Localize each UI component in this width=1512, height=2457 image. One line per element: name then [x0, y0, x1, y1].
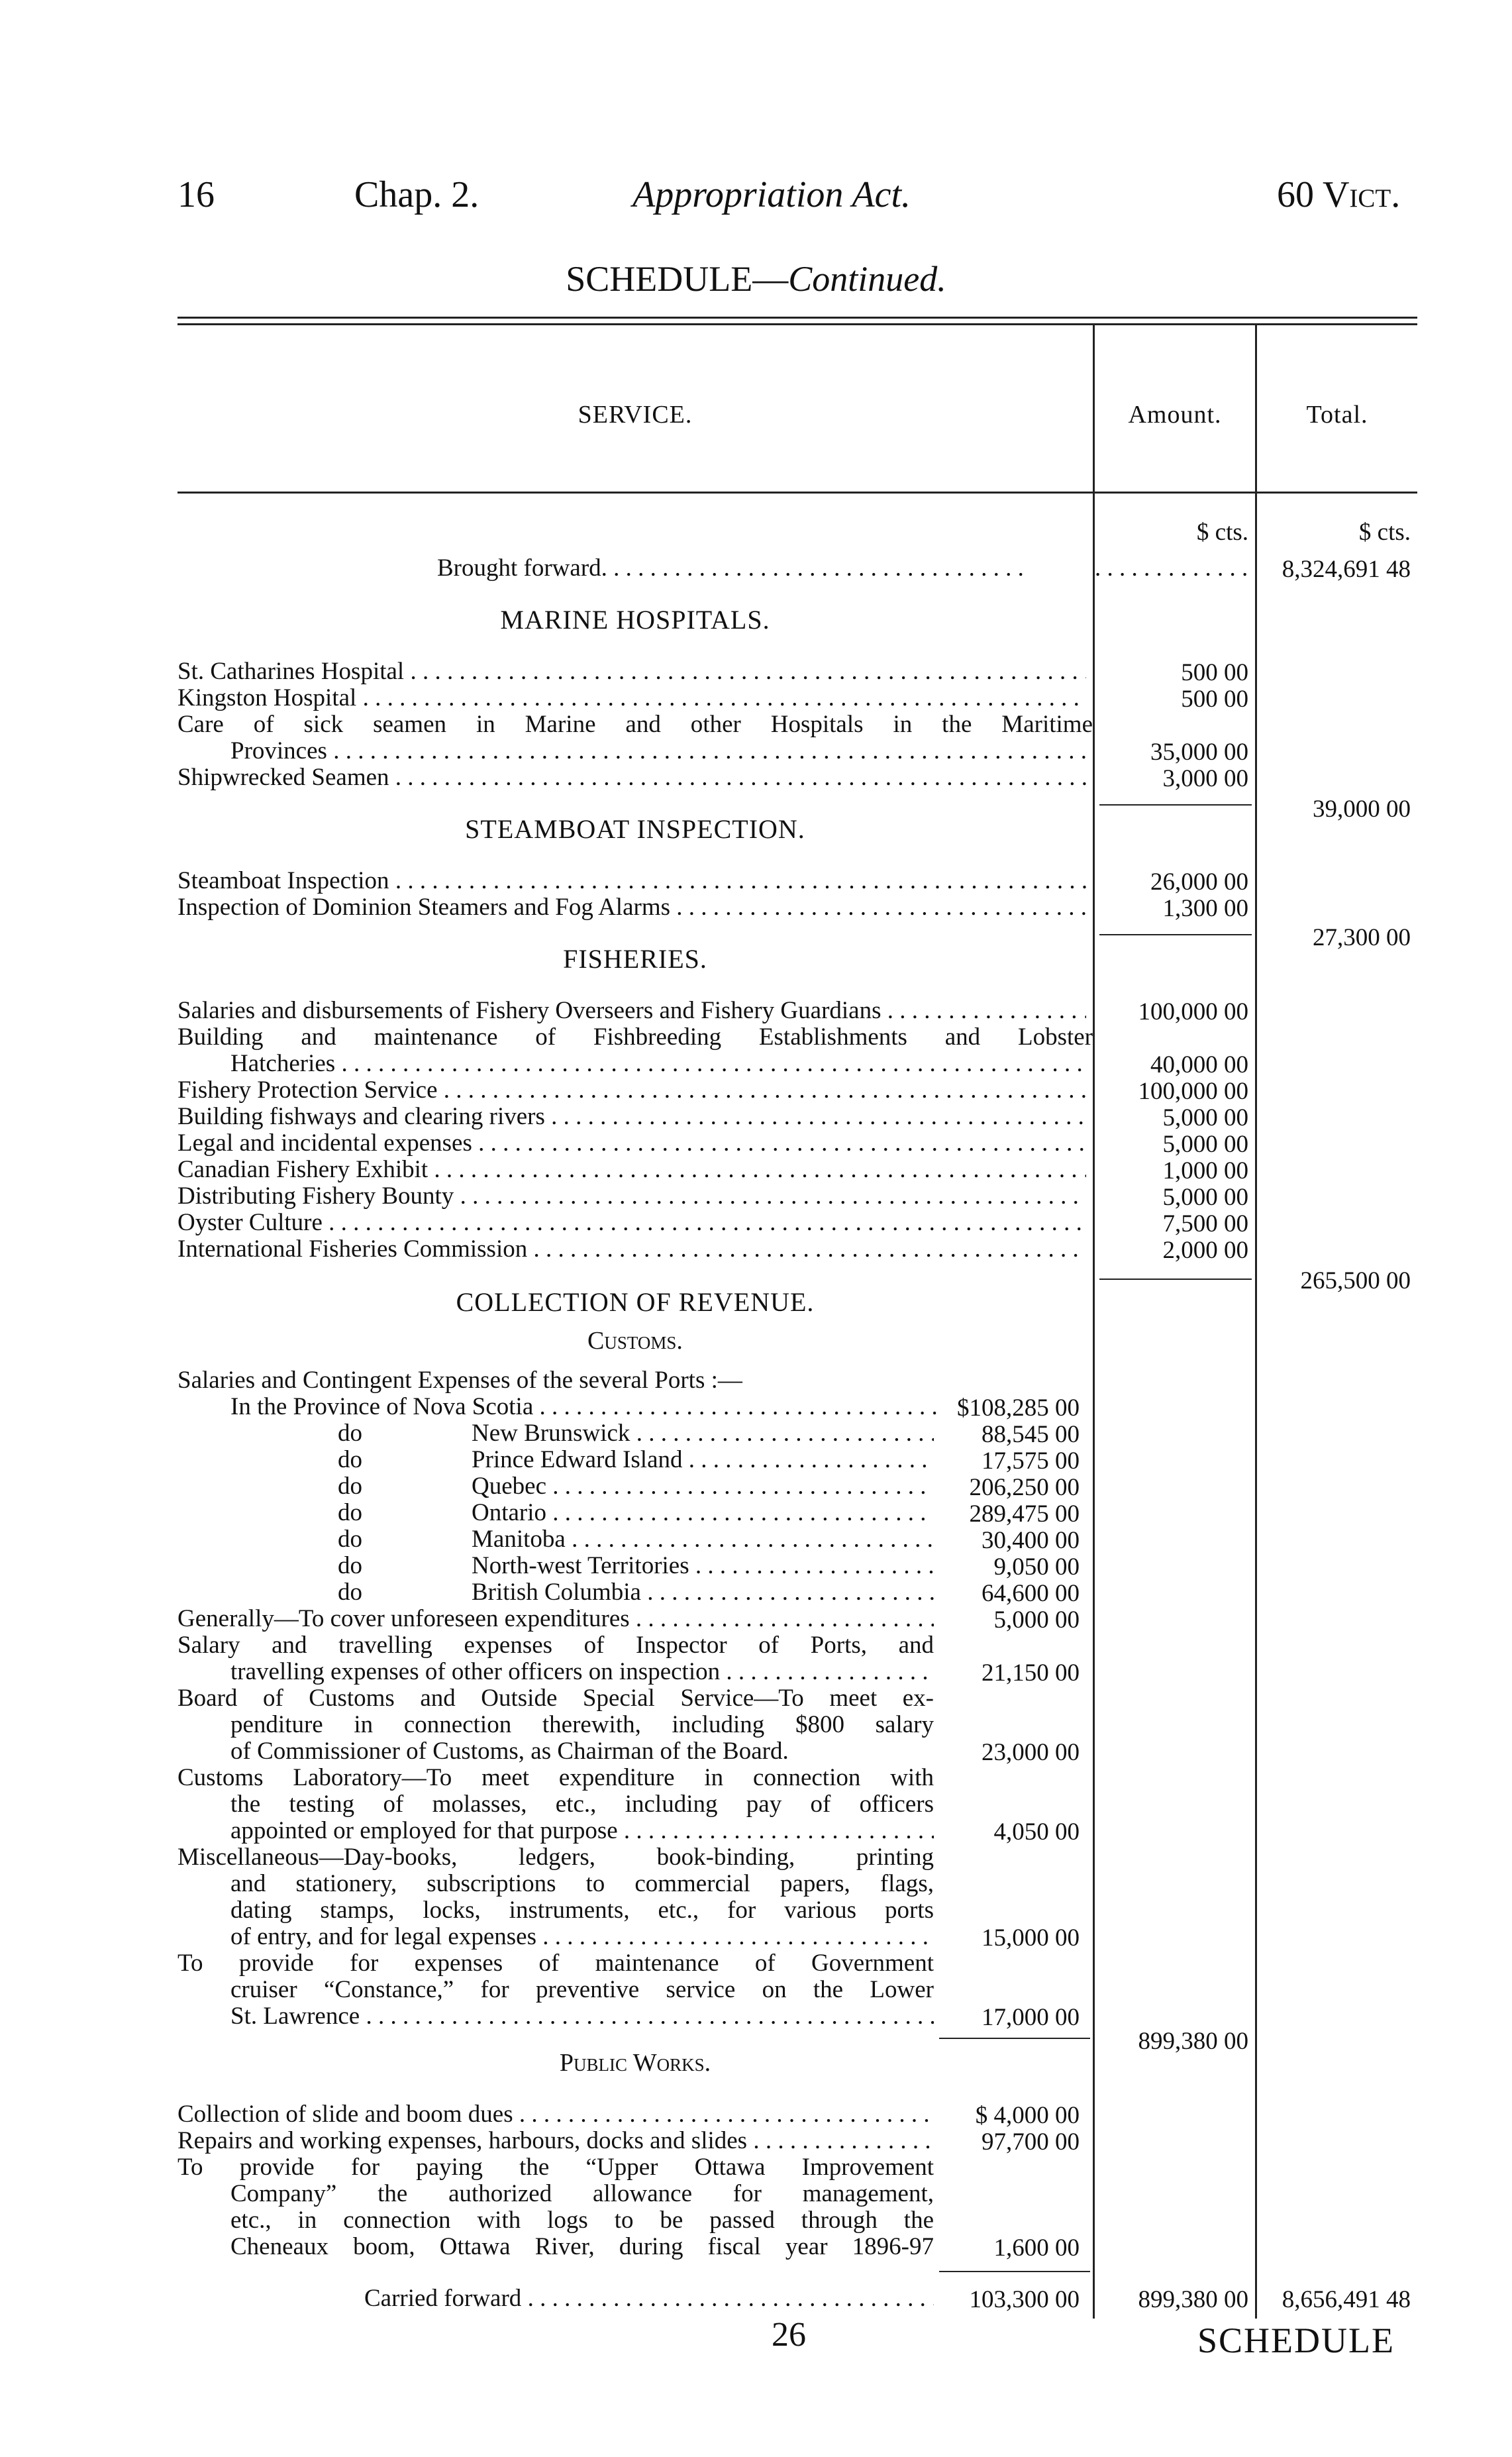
marine-amount: 3,000 00 [1162, 765, 1248, 792]
schedule-title: SCHEDULE—Continued. [566, 259, 946, 299]
fisheries-amount: 5,000 00 [1162, 1131, 1248, 1158]
province-amount: 206,250 00 [969, 1474, 1080, 1501]
steamboat-total: 27,300 00 [1313, 924, 1411, 951]
province-ditto: do [338, 1420, 362, 1447]
carried-forward-amount: 899,380 00 [1138, 2286, 1248, 2313]
fisheries-amount: 7,500 00 [1162, 1210, 1248, 1237]
fisheries-amount: 100,000 00 [1138, 998, 1248, 1025]
amount-unit: $ cts. [1196, 519, 1248, 546]
public-works-line: Repairs and working expenses, harbours, docks and slides . . . [177, 2128, 934, 2154]
customs-para-amount: 17,000 00 [982, 2004, 1080, 2031]
section-heading-marine: MARINE HOSPITALS. [500, 605, 770, 635]
customs-para-amount: 23,000 00 [982, 1739, 1080, 1766]
customs-para-line: travelling expenses of other officers on inspection . . . [230, 1659, 934, 1685]
province-ditto: do [338, 1552, 362, 1579]
column-header-total: Total. [1306, 401, 1368, 429]
customs-para-amount: 15,000 00 [982, 1924, 1080, 1952]
customs-para-line: penditure in connection therewith, including $800 salary [230, 1711, 934, 1738]
marine-item: St. Catharines Hospital . . . [177, 658, 1086, 685]
section-heading-revenue: COLLECTION OF REVENUE. [456, 1287, 815, 1317]
fisheries-amount: 40,000 00 [1150, 1051, 1248, 1078]
brought-forward-label: Brought forward. . . [437, 555, 1089, 582]
fisheries-sum-rule [1099, 1279, 1252, 1280]
customs-para-amount: 21,150 00 [982, 1659, 1080, 1687]
fisheries-item-continuation: Hatcheries . . . [230, 1051, 1086, 1077]
marine-item-continuation: Provinces . . . [230, 738, 1086, 764]
customs-para-line: Customs Laboratory—To meet expenditure in connection with [177, 1764, 934, 1791]
column-divider-amount [1093, 323, 1095, 2319]
public-works-amount: 1,600 00 [993, 2234, 1080, 2262]
total-unit: $ cts. [1358, 519, 1411, 546]
fisheries-item: Building fishways and clearing rivers . . . [177, 1104, 1086, 1130]
public-works-amount: $ 4,000 00 [975, 2102, 1080, 2129]
public-works-line: Company” the authorized allowance for management, [230, 2180, 934, 2207]
customs-para-line: of entry, and for legal expenses . . . [230, 1924, 934, 1950]
customs-para-line: To provide for expenses of maintenance of Government [177, 1950, 934, 1977]
marine-amount: 500 00 [1181, 659, 1248, 686]
marine-amount: 500 00 [1181, 686, 1248, 713]
fisheries-amount: 5,000 00 [1162, 1104, 1248, 1131]
customs-para-line: and stationery, subscriptions to commercial papers, flags, [230, 1870, 934, 1897]
province-row: Prince Edward Island . . . [472, 1447, 934, 1473]
fisheries-item: International Fisheries Commission . . . [177, 1236, 1086, 1263]
subheading-public-works: Public Works. [559, 2049, 711, 2077]
fisheries-item: Oyster Culture . . . [177, 1210, 1086, 1236]
fisheries-amount: 1,000 00 [1162, 1157, 1248, 1184]
province-amount: 289,475 00 [969, 1500, 1080, 1528]
customs-para-line: of Commissioner of Customs, as Chairman of the Board. [230, 1738, 789, 1765]
customs-para-line: cruiser “Constance,” for preventive service on the Lower [230, 1976, 934, 2003]
province-ditto: do [338, 1579, 362, 1606]
public-works-line: Collection of slide and boom dues . . . [177, 2101, 934, 2128]
province-ditto: do [338, 1499, 362, 1526]
customs-para-line: the testing of molasses, etc., including pay of officers [230, 1791, 934, 1818]
steamboat-item: Inspection of Dominion Steamers and Fog Alarms . . . [177, 894, 1086, 921]
province-amount: 88,545 00 [982, 1421, 1080, 1448]
customs-para-line: dating stamps, locks, instruments, etc., for various ports [230, 1897, 934, 1924]
province-amount: 9,050 00 [993, 1553, 1080, 1581]
customs-para-line: Salary and travelling expenses of Inspector of Ports, and [177, 1632, 934, 1659]
province-row: North-west Territories . . . [472, 1553, 934, 1579]
customs-generally-amount: 5,000 00 [993, 1606, 1080, 1634]
province-row: British Columbia . . . [472, 1579, 934, 1606]
steamboat-sum-rule [1099, 934, 1252, 935]
customs-para-amount: 4,050 00 [993, 1818, 1080, 1846]
fisheries-item: Fishery Protection Service . . . [177, 1077, 1086, 1104]
public-works-line: etc., in connection with logs to be passed through the [230, 2207, 934, 2234]
column-divider-total [1255, 323, 1257, 2319]
rule-top-2 [177, 323, 1417, 325]
running-title: Appropriation Act. [632, 174, 911, 215]
marine-sum-rule [1099, 804, 1252, 806]
province-ditto: do [338, 1526, 362, 1553]
province-amount: 64,600 00 [982, 1580, 1080, 1607]
marine-item: Shipwrecked Seamen . . . [177, 764, 1086, 791]
revenue-total: 899,380 00 [1138, 2028, 1248, 2055]
fisheries-total: 265,500 00 [1300, 1267, 1411, 1294]
fisheries-item: Canadian Fishery Exhibit . . . [177, 1157, 1086, 1183]
province-row: Quebec . . . [472, 1473, 934, 1500]
marine-amount: 35,000 00 [1150, 739, 1248, 766]
steamboat-item: Steamboat Inspection . . . [177, 868, 1086, 894]
fisheries-amount: 5,000 00 [1162, 1184, 1248, 1211]
province-ditto: do [338, 1473, 362, 1500]
public-works-line: Cheneaux boom, Ottawa River, during fiscal year 1896-97 [230, 2233, 934, 2260]
customs-para-line: Board of Customs and Outside Special Service—To meet ex- [177, 1685, 934, 1712]
fisheries-amount: 100,000 00 [1138, 1078, 1248, 1105]
fisheries-item: Building and maintenance of Fishbreeding Establishments and Lobster [177, 1023, 1093, 1051]
customs-intro: Salaries and Contingent Expenses of the several Ports :— [177, 1367, 742, 1394]
customs-sum-rule [939, 2038, 1090, 2039]
column-header-service: SERVICE. [578, 401, 693, 429]
steamboat-amount: 1,300 00 [1162, 895, 1248, 922]
fisheries-item: Legal and incidental expenses . . . [177, 1130, 1086, 1157]
customs-para-line: St. Lawrence . . . [230, 2003, 934, 2030]
customs-para-line: Miscellaneous—Day-books, ledgers, book-binding, printing [177, 1844, 934, 1871]
customs-generally: Generally—To cover unforeseen expenditures . . . [177, 1606, 934, 1632]
catchword: SCHEDULE [1197, 2321, 1395, 2360]
public-works-sum-rule [939, 2271, 1090, 2272]
customs-para-line: appointed or employed for that purpose . . . [230, 1818, 934, 1844]
marine-item: Kingston Hospital . . . [177, 685, 1086, 711]
brought-forward-dots [1095, 555, 1248, 582]
carried-forward-inner: 103,300 00 [969, 2286, 1080, 2313]
brought-forward-total: 8,324,691 48 [1282, 556, 1411, 583]
province-ditto: do [338, 1446, 362, 1473]
rule-header-bottom [177, 492, 1417, 494]
column-header-amount: Amount. [1128, 401, 1222, 429]
fisheries-amount: 2,000 00 [1162, 1237, 1248, 1264]
public-works-amount: 97,700 00 [982, 2128, 1080, 2156]
province-amount: 30,400 00 [982, 1527, 1080, 1554]
province-row: New Brunswick . . . [472, 1420, 934, 1447]
signature-mark: 26 [772, 2316, 806, 2354]
province-row: Manitoba . . . [472, 1526, 934, 1553]
fisheries-item: Salaries and disbursements of Fishery Overseers and Fishery Guardians . . . [177, 998, 1086, 1024]
province-row: Ontario . . . [472, 1500, 934, 1526]
subheading-customs: Customs. [587, 1327, 683, 1355]
section-heading-fisheries: FISHERIES. [563, 944, 707, 974]
public-works-line: To provide for paying the “Upper Ottawa Improvement [177, 2154, 934, 2181]
marine-item: Care of sick seamen in Marine and other Hospitals in the Maritime [177, 711, 1093, 738]
marine-total: 39,000 00 [1313, 796, 1411, 823]
section-heading-steamboat: STEAMBOAT INSPECTION. [465, 814, 805, 844]
page-number: 16 [177, 174, 215, 215]
carried-forward-label: Carried forward . . . [364, 2285, 934, 2312]
chapter-label: Chap. 2. [354, 174, 479, 215]
rule-top-1 [177, 317, 1417, 319]
province-amount: 17,575 00 [982, 1447, 1080, 1475]
regnal-year: 60 Vict. [1277, 174, 1401, 215]
steamboat-amount: 26,000 00 [1150, 868, 1248, 896]
fisheries-item: Distributing Fishery Bounty . . . [177, 1183, 1086, 1210]
province-amount: $108,285 00 [957, 1394, 1080, 1422]
province-row: In the Province of Nova Scotia . . . [230, 1394, 940, 1420]
carried-forward-total: 8,656,491 48 [1282, 2286, 1411, 2313]
